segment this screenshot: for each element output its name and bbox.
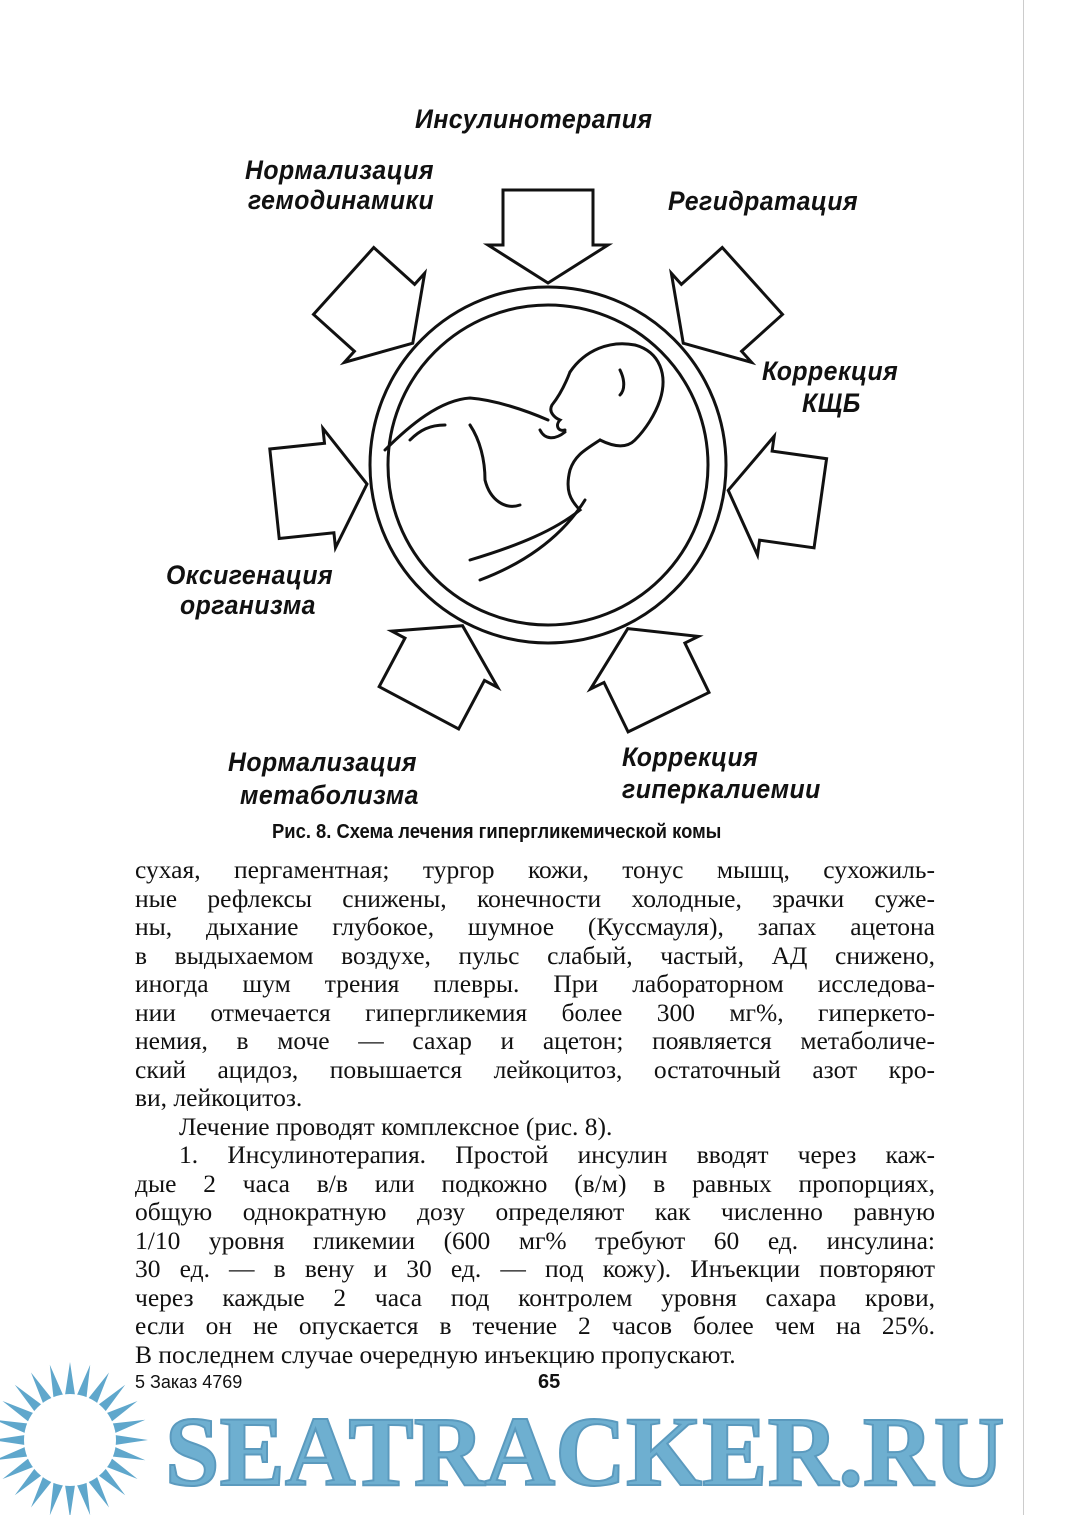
- text-line: немия, в моче — сахар и ацетон; появляется метаболиче-: [135, 1026, 935, 1055]
- label-metabolism-1: Нормализация: [228, 747, 417, 777]
- label-kshb-1: Коррекция: [762, 356, 899, 386]
- text-line: общую однократную дозу определяют как численно равную: [135, 1197, 935, 1226]
- text-line: 1. Инсулинотерапия. Простой инсулин вводят через каж-: [179, 1140, 935, 1169]
- text-line: ский ацидоз, повышается лейкоцитоз, остаточный азот кро-: [135, 1054, 935, 1084]
- text-line: В последнем случае очередную инъекцию пропускают.: [135, 1339, 736, 1369]
- text-line: в выдыхаемом воздухе, пульс слабый, частый, АД снижено,: [135, 940, 935, 970]
- arrow-shape: [268, 424, 373, 553]
- arrow-shape: [366, 598, 516, 736]
- watermark: [0, 1355, 160, 1515]
- text-line: ные рефлексы снижены, конечности холодные, зрачки суже-: [135, 883, 935, 913]
- text-line: через каждые 2 часа под контролем уровня сахара крови,: [135, 1282, 935, 1312]
- text-line: 30 ед. — в вену и 30 ед. — под кожу). Инъекции повторяют: [135, 1254, 935, 1283]
- label-kshb-2: КЩБ: [802, 388, 861, 418]
- label-hyperkalemia-1: Коррекция: [622, 742, 759, 772]
- arrow-shape: [303, 236, 452, 387]
- arrow-shape: [574, 602, 723, 738]
- label-hyperkalemia-2: гиперкалиемии: [622, 774, 821, 804]
- text-line: ны, дыхание глубокое, шумное (Куссмауля), запах ацетона: [135, 912, 935, 941]
- label-metabolism-2: метаболизма: [240, 780, 419, 810]
- label-oxygenation-2: организма: [180, 590, 316, 620]
- label-oxygenation-1: Оксигенация: [166, 560, 334, 590]
- page-number: 65: [538, 1371, 561, 1393]
- arrow-shape: [488, 190, 608, 283]
- label-rehydration: Регидратация: [668, 186, 859, 216]
- text-line: сухая, пергаментная; тургор кожи, тонус мышц, сухожиль-: [135, 855, 935, 884]
- label-hemodynamics-2: гемодинамики: [248, 185, 435, 215]
- patient-figure-icon: [385, 344, 663, 580]
- label-hemodynamics-1: Нормализация: [245, 155, 434, 185]
- watermark-text: SEATRACKER.RU: [165, 1396, 1005, 1507]
- arrows-group: [268, 190, 828, 738]
- print-signature: 5 Заказ 4769: [135, 1372, 243, 1392]
- text-line: ви, лейкоцитоз.: [135, 1083, 303, 1112]
- arrow-shape: [720, 431, 829, 563]
- text-line: если он не опускается в течение 2 часов более чем на 25%.: [135, 1311, 935, 1340]
- figure-caption: Рис. 8. Схема лечения гипергликемической комы: [272, 821, 722, 843]
- label-insulin-therapy: Инсулинотерапия: [415, 104, 653, 134]
- patient-circle: [370, 287, 726, 643]
- text-line: иногда шум трения плевры. При лабораторном исследова-: [135, 969, 935, 998]
- body-text: [135, 856, 935, 1369]
- text-line: 1/10 уровня гликемии (600 мг% требуют 60 ед. инсулина:: [135, 1225, 935, 1255]
- text-line: дые 2 часа в/в или подкожно (в/м) в равных пропорциях,: [135, 1168, 935, 1198]
- sun-logo-icon: [0, 1362, 148, 1515]
- sun-center-shape: [24, 1394, 116, 1486]
- text-line: нии отмечается гипергликемия более 300 мг%, гиперкето-: [135, 997, 935, 1027]
- text-line: Лечение проводят комплексное (рис. 8).: [179, 1111, 613, 1141]
